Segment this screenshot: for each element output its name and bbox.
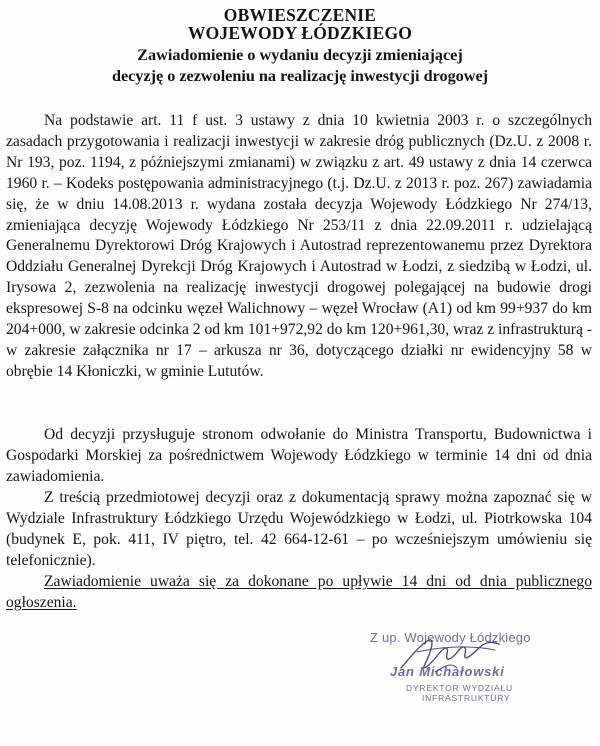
stamp-authorization: Z up. Wojewody Łódzkiego	[370, 630, 531, 645]
paragraph-2-text: Od decyzji przysługuje stronom odwołanie do Ministra Transportu, Budownictwa i Gospodarki Morskiej za pośrednictwem Wojewody Łódzkiego w terminie 14 dni od dnia zawiadomienia.	[6, 426, 592, 485]
stamp-title: DYREKTOR WYDZIAŁU	[406, 683, 513, 693]
paragraph-notification	[6, 572, 592, 614]
paragraph-4-text: Zawiadomienie uważa się za dokonane po upływie 14 dni od dnia publicznego ogłoszenia.	[6, 573, 592, 611]
handwritten-signature	[395, 632, 505, 682]
paragraph-1-text: Na podstawie art. 11 f ust. 3 ustawy z dnia 10 kwietnia 2003 r. o szczególnych zasadach przygotowania i realizacji inwestycji w zakresie dróg publicznych (Dz.U. z 2008 r. Nr 193, poz. 1194, z późniejszymi zmianami) w związku z art. 49 ustawy z dnia 14 czerwca 1960 r. – Kodeks postępowania administracyjnego (t.j. Dz.U. z 2013 r. poz. 267) zawiadamia się, że w dniu 14.08.2013 r. wydana została decyzja Wojewody Łódzkiego Nr 274/13, zmieniająca decyzję Wojewody Łódzkiego Nr 253/11 z dnia 22.09.2011 r. udzielającą Generalnemu Dyrektorowi Dróg Krajowych i Autostrad reprezentowanemu przez Dyrektora Oddziału Generalnej Dyrekcji Dróg Krajowych i Autostrad w Łodzi, z siedzibą w Łodzi, ul. Irysowa 2, zezwolenia na realizację inwestycji drogowej polegającej na budowie drogi ekspresowej S-8 na odcinku węzeł Walichnowy – węzeł Wrocław (A1) od km 99+937 do km 204+000, w zakresie odcinka 2 od km 101+972,92 do km 120+961,30, wraz z infrastrukturą - w zakresie załącznika nr 17 – arkusza nr 36, dotyczącego działki nr ewidencyjny 58 w obrębie 14 Kłoniczki, w gminie Lututów.	[6, 112, 592, 380]
paragraph-3-text: Z treścią przedmiotowej decyzji oraz z dokumentacją sprawy można zapoznać się w Wydziale Infrastruktury Łódzkiego Urzędu Wojewódzkiego w Łodzi, ul. Piotrkowska 104 (budynek E, pok. 411, IV piętro, tel. 42 664-12-61 – po wcześniejszym umówieniu się telefonicznie).	[6, 489, 592, 569]
paragraph-documentation	[6, 488, 592, 572]
subtitle-line1: Zawiadomienie o wydaniu decyzji zmieniającej	[137, 46, 463, 64]
stamp-name: Jan Michałowski	[390, 664, 505, 679]
subtitle-line2: decyzję o zezwoleniu na realizację inwestycji drogowej	[111, 67, 489, 85]
stamp-department: INFRASTRUKTURY	[422, 693, 511, 703]
title-issuer: WOJEWODY ŁÓDZKIEGO	[187, 23, 413, 43]
paragraph-legal-basis	[6, 111, 592, 383]
title-obwieszczenie: OBWIESZCZENIE	[223, 5, 377, 25]
paragraph-appeal	[6, 425, 592, 488]
